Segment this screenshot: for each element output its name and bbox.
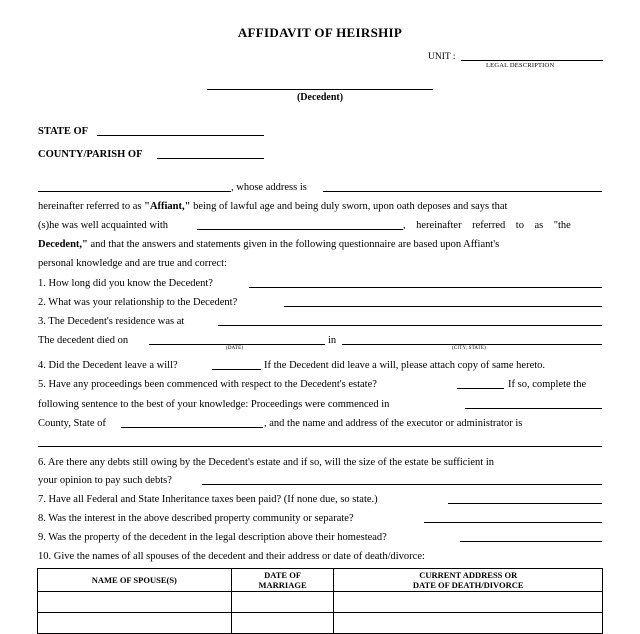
executor-field[interactable] (38, 446, 602, 447)
whose-address-text: , whose address is (231, 182, 307, 193)
q8-answer-field[interactable] (424, 522, 602, 523)
state-field[interactable] (97, 135, 264, 136)
legal-description-caption: LEGAL DESCRIPTION (486, 62, 555, 69)
q6-answer-field[interactable] (202, 484, 602, 485)
address-cell[interactable] (334, 592, 603, 613)
question-5-executor: , and the name and address of the executor or administrator is (264, 418, 523, 429)
marriage-date-cell[interactable] (231, 592, 334, 613)
question-7: 7. Have all Federal and State Inheritance taxes been paid? (If none due, so state.) (38, 494, 378, 505)
unit-field[interactable] (461, 60, 603, 61)
decedent-name-field[interactable] (207, 89, 433, 90)
county-label: COUNTY/PARISH OF (38, 149, 143, 160)
city-state-caption: (CITY, STATE) (452, 346, 487, 351)
question-10: 10. Give the names of all spouses of the decedent and their address or date of death/divorce: (38, 551, 425, 562)
county-field[interactable] (157, 158, 264, 159)
affiant-address-field[interactable] (323, 191, 602, 192)
intro-line-5: personal knowledge and are true and correct: (38, 258, 227, 269)
affiant-name-field[interactable] (38, 191, 231, 192)
question-3: 3. The Decedent's residence was at (38, 316, 185, 327)
state-label: STATE OF (38, 126, 89, 137)
question-4-note: If the Decedent did leave a will, please attach copy of same hereto. (264, 360, 546, 371)
proceedings-state-field[interactable] (121, 427, 263, 428)
q2-answer-field[interactable] (284, 306, 602, 307)
intro-line-4: Decedent," and that the answers and statements given in the following questionnaire are based upon Affiant's (38, 239, 500, 250)
question-8: 8. Was the interest in the above described property community or separate? (38, 513, 354, 524)
header-date-of-marriage: DATE OF MARRIAGE (231, 569, 334, 592)
q7-answer-field[interactable] (448, 503, 602, 504)
address-cell[interactable] (334, 613, 603, 634)
proceedings-county-field[interactable] (465, 408, 602, 409)
death-date-field[interactable] (149, 344, 325, 345)
death-place-field[interactable] (342, 344, 602, 345)
question-5-line-2: following sentence to the best of your knowledge: Proceedings were commenced in (38, 399, 390, 410)
decedent-caption: (Decedent) (296, 92, 344, 103)
marriage-date-cell[interactable] (231, 613, 334, 634)
question-5-note: If so, complete the (508, 379, 587, 390)
unit-label: UNIT : (428, 52, 456, 62)
in-label: in (328, 335, 337, 346)
intro-line-3b: , hereinafter referred to as "the (403, 220, 571, 231)
q4-answer-field[interactable] (212, 369, 261, 370)
q5-answer-field[interactable] (457, 388, 504, 389)
q3-answer-field[interactable] (218, 325, 602, 326)
decedent-acquainted-field[interactable] (197, 229, 403, 230)
table-row (38, 592, 603, 613)
spouse-table (37, 568, 603, 634)
intro-line-2: hereinafter referred to as "Affiant," being of lawful age and being duly sworn, upon oath deposes and says that (38, 201, 508, 212)
q1-answer-field[interactable] (249, 287, 602, 288)
spouse-name-cell[interactable] (38, 592, 232, 613)
died-on-label: The decedent died on (38, 335, 129, 346)
spouse-table-header (38, 569, 603, 592)
date-caption: (DATE) (226, 346, 244, 351)
table-row (38, 613, 603, 634)
question-5: 5. Have any proceedings been commenced with respect to the Decedent's estate? (38, 379, 377, 390)
question-9: 9. Was the property of the decedent in the legal description above their homestead? (38, 532, 387, 543)
question-6: 6. Are there any debts still owing by the Decedent's estate and if so, will the size of the estate be sufficient in (38, 457, 494, 468)
question-2: 2. What was your relationship to the Decedent? (38, 297, 238, 308)
intro-line-3a: (s)he was well acquainted with (38, 220, 169, 231)
header-name-of-spouse: NAME OF SPOUSE(S) (38, 569, 232, 592)
question-6-line-2: your opinion to pay such debts? (38, 475, 172, 486)
document-title: AFFIDAVIT OF HEIRSHIP (237, 25, 403, 40)
header-current-address: CURRENT ADDRESS OR DATE OF DEATH/DIVORCE (334, 569, 603, 592)
spouse-name-cell[interactable] (38, 613, 232, 634)
q9-answer-field[interactable] (460, 541, 602, 542)
question-4: 4. Did the Decedent leave a will? (38, 360, 178, 371)
question-5-county-state: County, State of (38, 418, 106, 429)
question-1: 1. How long did you know the Decedent? (38, 278, 213, 289)
